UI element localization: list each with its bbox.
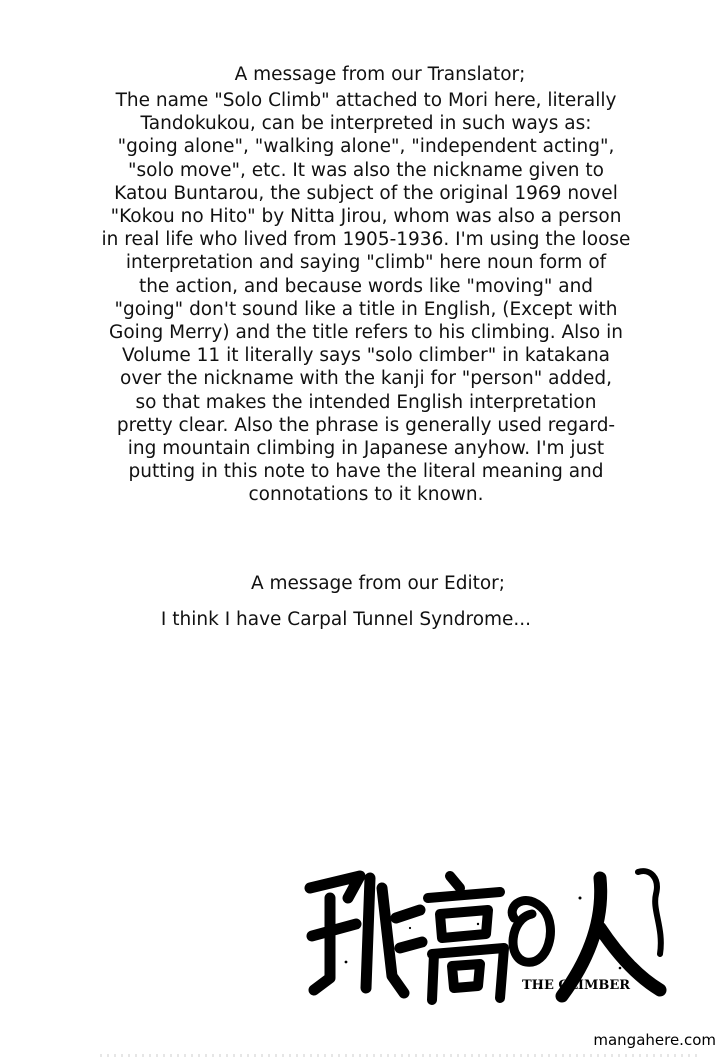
text-line: the action, and because words like "moving" and	[138, 275, 594, 297]
text-line: putting in this note to have the literal meaning and	[128, 461, 604, 483]
editor-message-heading: A message from our Editor;	[250, 573, 505, 594]
text-line: Going Merry) and the title refers to his climbing. Also in	[109, 322, 623, 344]
text-line: so that makes the intended English interpretation	[135, 391, 597, 413]
watermark-text[interactable]: mangahere.com	[593, 1031, 716, 1049]
logo-subtitle: THE CLIMBER	[522, 978, 631, 993]
text-line: "solo move", etc. It was also the nickname given to	[128, 159, 604, 181]
translator-message-body	[2, 89, 728, 507]
text-line: ing mountain climbing in Japanese anyhow. I'm just	[127, 438, 605, 460]
text-line: The name "Solo Climb" attached to Mori here, literally	[115, 90, 617, 111]
text-line: Tandokukou, can be interpreted in such ways as:	[140, 113, 592, 135]
text-line: connotations to it known.	[248, 484, 484, 506]
text-line: "going" don't sound like a title in English, (Except with	[114, 298, 618, 320]
text-line: Katou Buntarou, the subject of the original 1969 novel	[114, 182, 618, 204]
text-line: in real life who lived from 1905-1936. I'm using the loose	[101, 229, 631, 251]
scan-edge-divider	[100, 1054, 700, 1057]
series-logo	[300, 858, 672, 1008]
text-line: "going alone", "walking alone", "independent acting",	[117, 136, 615, 158]
text-line: interpretation and saying "climb" here noun form of	[125, 252, 607, 274]
text-line: "Kokou no Hito" by Nitta Jirou, whom was also a person	[110, 206, 622, 228]
text-line: over the nickname with the kanji for "person" added,	[120, 368, 612, 390]
editor-message-body: I think I have Carpal Tunnel Syndrome...	[160, 609, 532, 630]
text-line: pretty clear. Also the phrase is generally used regard-	[116, 414, 616, 436]
translator-message-heading: A message from our Translator;	[234, 64, 526, 85]
text-line: Volume 11 it literally says "solo climber" in katakana	[121, 345, 611, 367]
